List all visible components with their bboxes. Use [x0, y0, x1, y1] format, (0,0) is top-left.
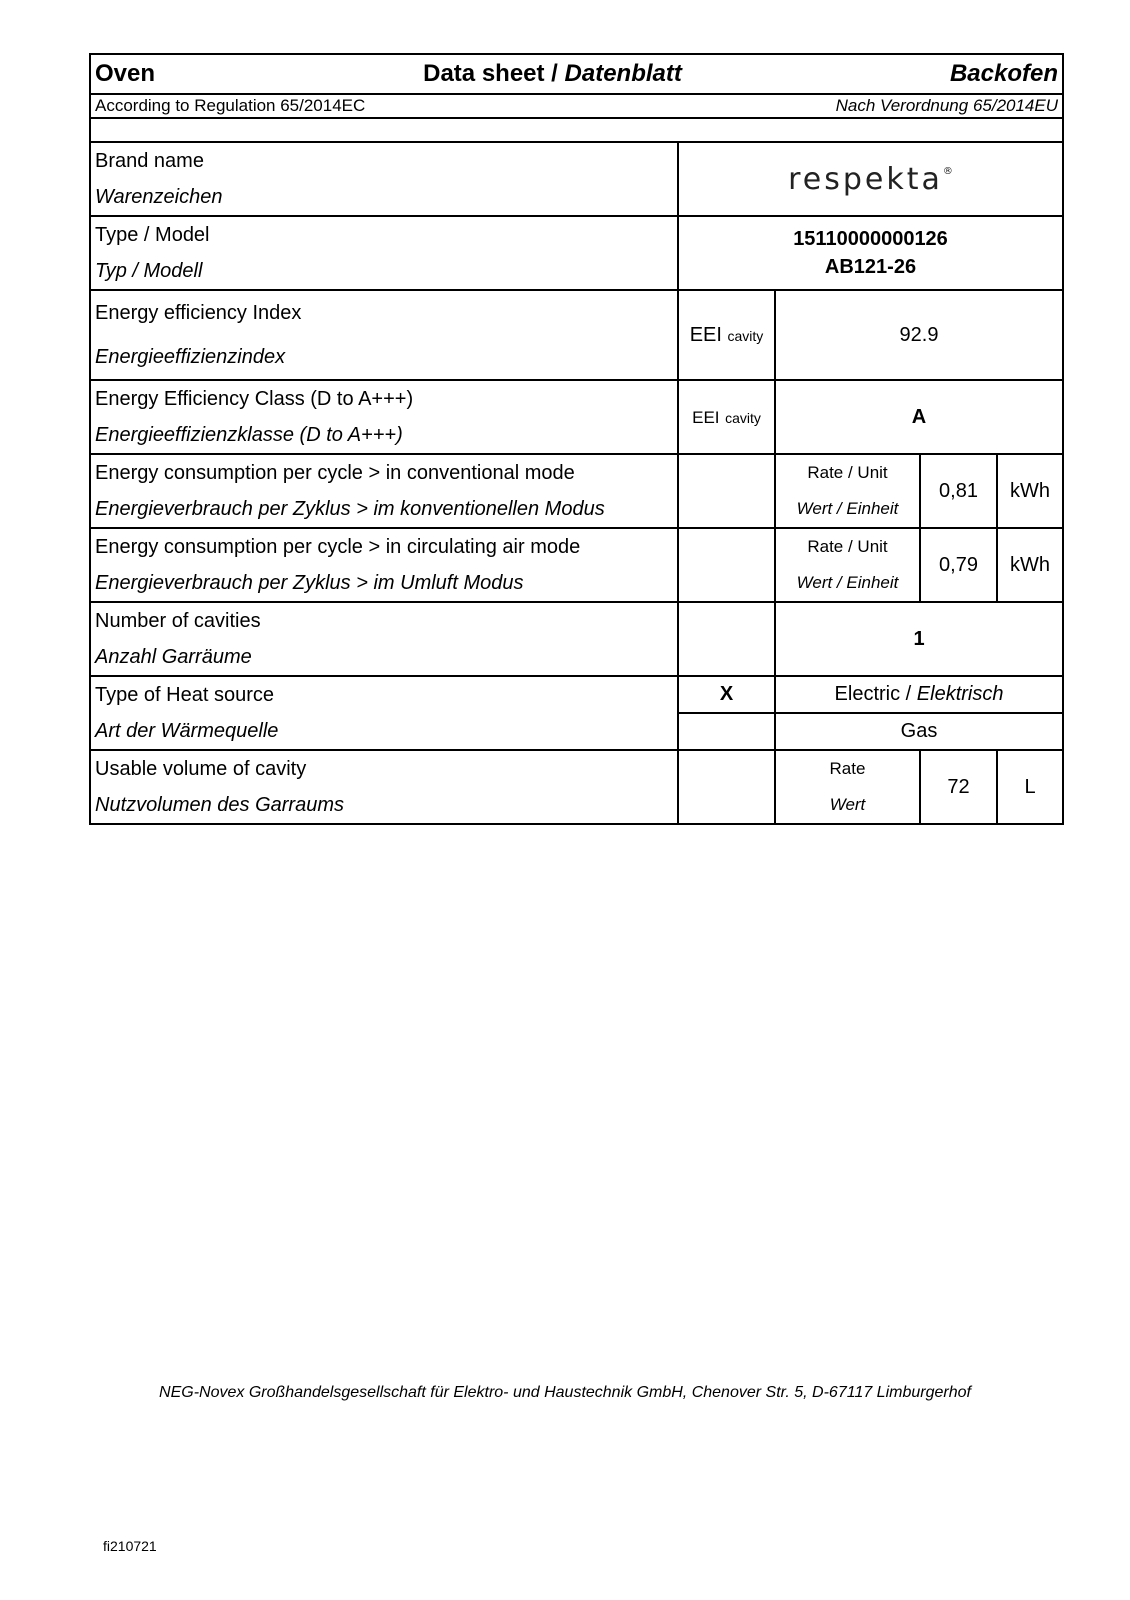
- volume-row: [90, 750, 1063, 824]
- heat-label: Type of Heat source Art der Wärmequelle: [90, 676, 678, 750]
- class-row: [90, 380, 1063, 454]
- document-code: fi210721: [103, 1538, 157, 1554]
- model-value: 15110000000126 AB121-26: [678, 216, 1063, 290]
- conv-unit: kWh: [997, 454, 1063, 528]
- data-sheet-table: [89, 53, 1064, 825]
- heat-gas-mark: [678, 713, 775, 750]
- volume-label: Usable volume of cavity Nutzvolumen des Garraums: [90, 750, 678, 824]
- class-value: A: [775, 380, 1063, 454]
- sheet-header: [90, 54, 1063, 94]
- volume-rate-unit: Rate Wert: [775, 750, 920, 824]
- class-label: Energy Efficiency Class (D to A+++) Energieeffizienzklasse (D to A+++): [90, 380, 678, 454]
- circ-unit: kWh: [997, 528, 1063, 602]
- brand-logo: respekta®: [678, 142, 1063, 216]
- heat-electric-label: Electric / Elektrisch: [775, 676, 1063, 713]
- conv-rate-unit: Rate / Unit Wert / Einheit: [775, 454, 920, 528]
- model-label: Type / Model Typ / Modell: [90, 216, 678, 290]
- footer-address: NEG-Novex Großhandelsgesellschaft für Elektro- und Haustechnik GmbH, Chenover Str. 5, D-67117 Limburgerhof: [159, 1384, 971, 1401]
- eei-value: 92.9: [775, 290, 1063, 380]
- model-row: [90, 216, 1063, 290]
- volume-value: 72: [920, 750, 997, 824]
- volume-unit: L: [997, 750, 1063, 824]
- header-center: Data sheet / Datenblatt: [423, 60, 682, 87]
- circ-empty: [678, 528, 775, 602]
- cavities-label: Number of cavities Anzahl Garräume: [90, 602, 678, 676]
- conv-label: Energy consumption per cycle > in conventional mode Energieverbrauch per Zyklus > im konventionellen Modus: [90, 454, 678, 528]
- regulation-en: According to Regulation 65/2014EC: [95, 96, 366, 115]
- circ-rate-unit: Rate / Unit Wert / Einheit: [775, 528, 920, 602]
- header-right: Backofen: [949, 60, 1058, 87]
- circ-row: [90, 528, 1063, 602]
- conv-value: 0,81: [920, 454, 997, 528]
- header-left: Oven: [95, 60, 156, 87]
- eei-symbol: EEI cavity: [678, 290, 775, 380]
- volume-empty: [678, 750, 775, 824]
- brand-label: Brand name Warenzeichen: [90, 142, 678, 216]
- cavities-row: [90, 602, 1063, 676]
- cavities-value: 1: [775, 602, 1063, 676]
- eei-row: [90, 290, 1063, 380]
- eei-label: Energy efficiency Index Energieeffizienzindex: [90, 290, 678, 380]
- brand-row: [90, 142, 1063, 216]
- class-symbol: EEI cavity: [678, 380, 775, 454]
- circ-label: Energy consumption per cycle > in circulating air mode Energieverbrauch per Zyklus > im Umluft Modus: [90, 528, 678, 602]
- heat-gas-label: Gas: [775, 713, 1063, 750]
- regulation-de: Nach Verordnung 65/2014EU: [835, 96, 1059, 115]
- cavities-empty: [678, 602, 775, 676]
- blank-row: [90, 118, 1063, 142]
- regulation-row: [90, 94, 1063, 118]
- circ-value: 0,79: [920, 528, 997, 602]
- conv-empty: [678, 454, 775, 528]
- heat-row-electric: [90, 676, 1063, 713]
- conv-row: [90, 454, 1063, 528]
- heat-electric-mark: X: [678, 676, 775, 713]
